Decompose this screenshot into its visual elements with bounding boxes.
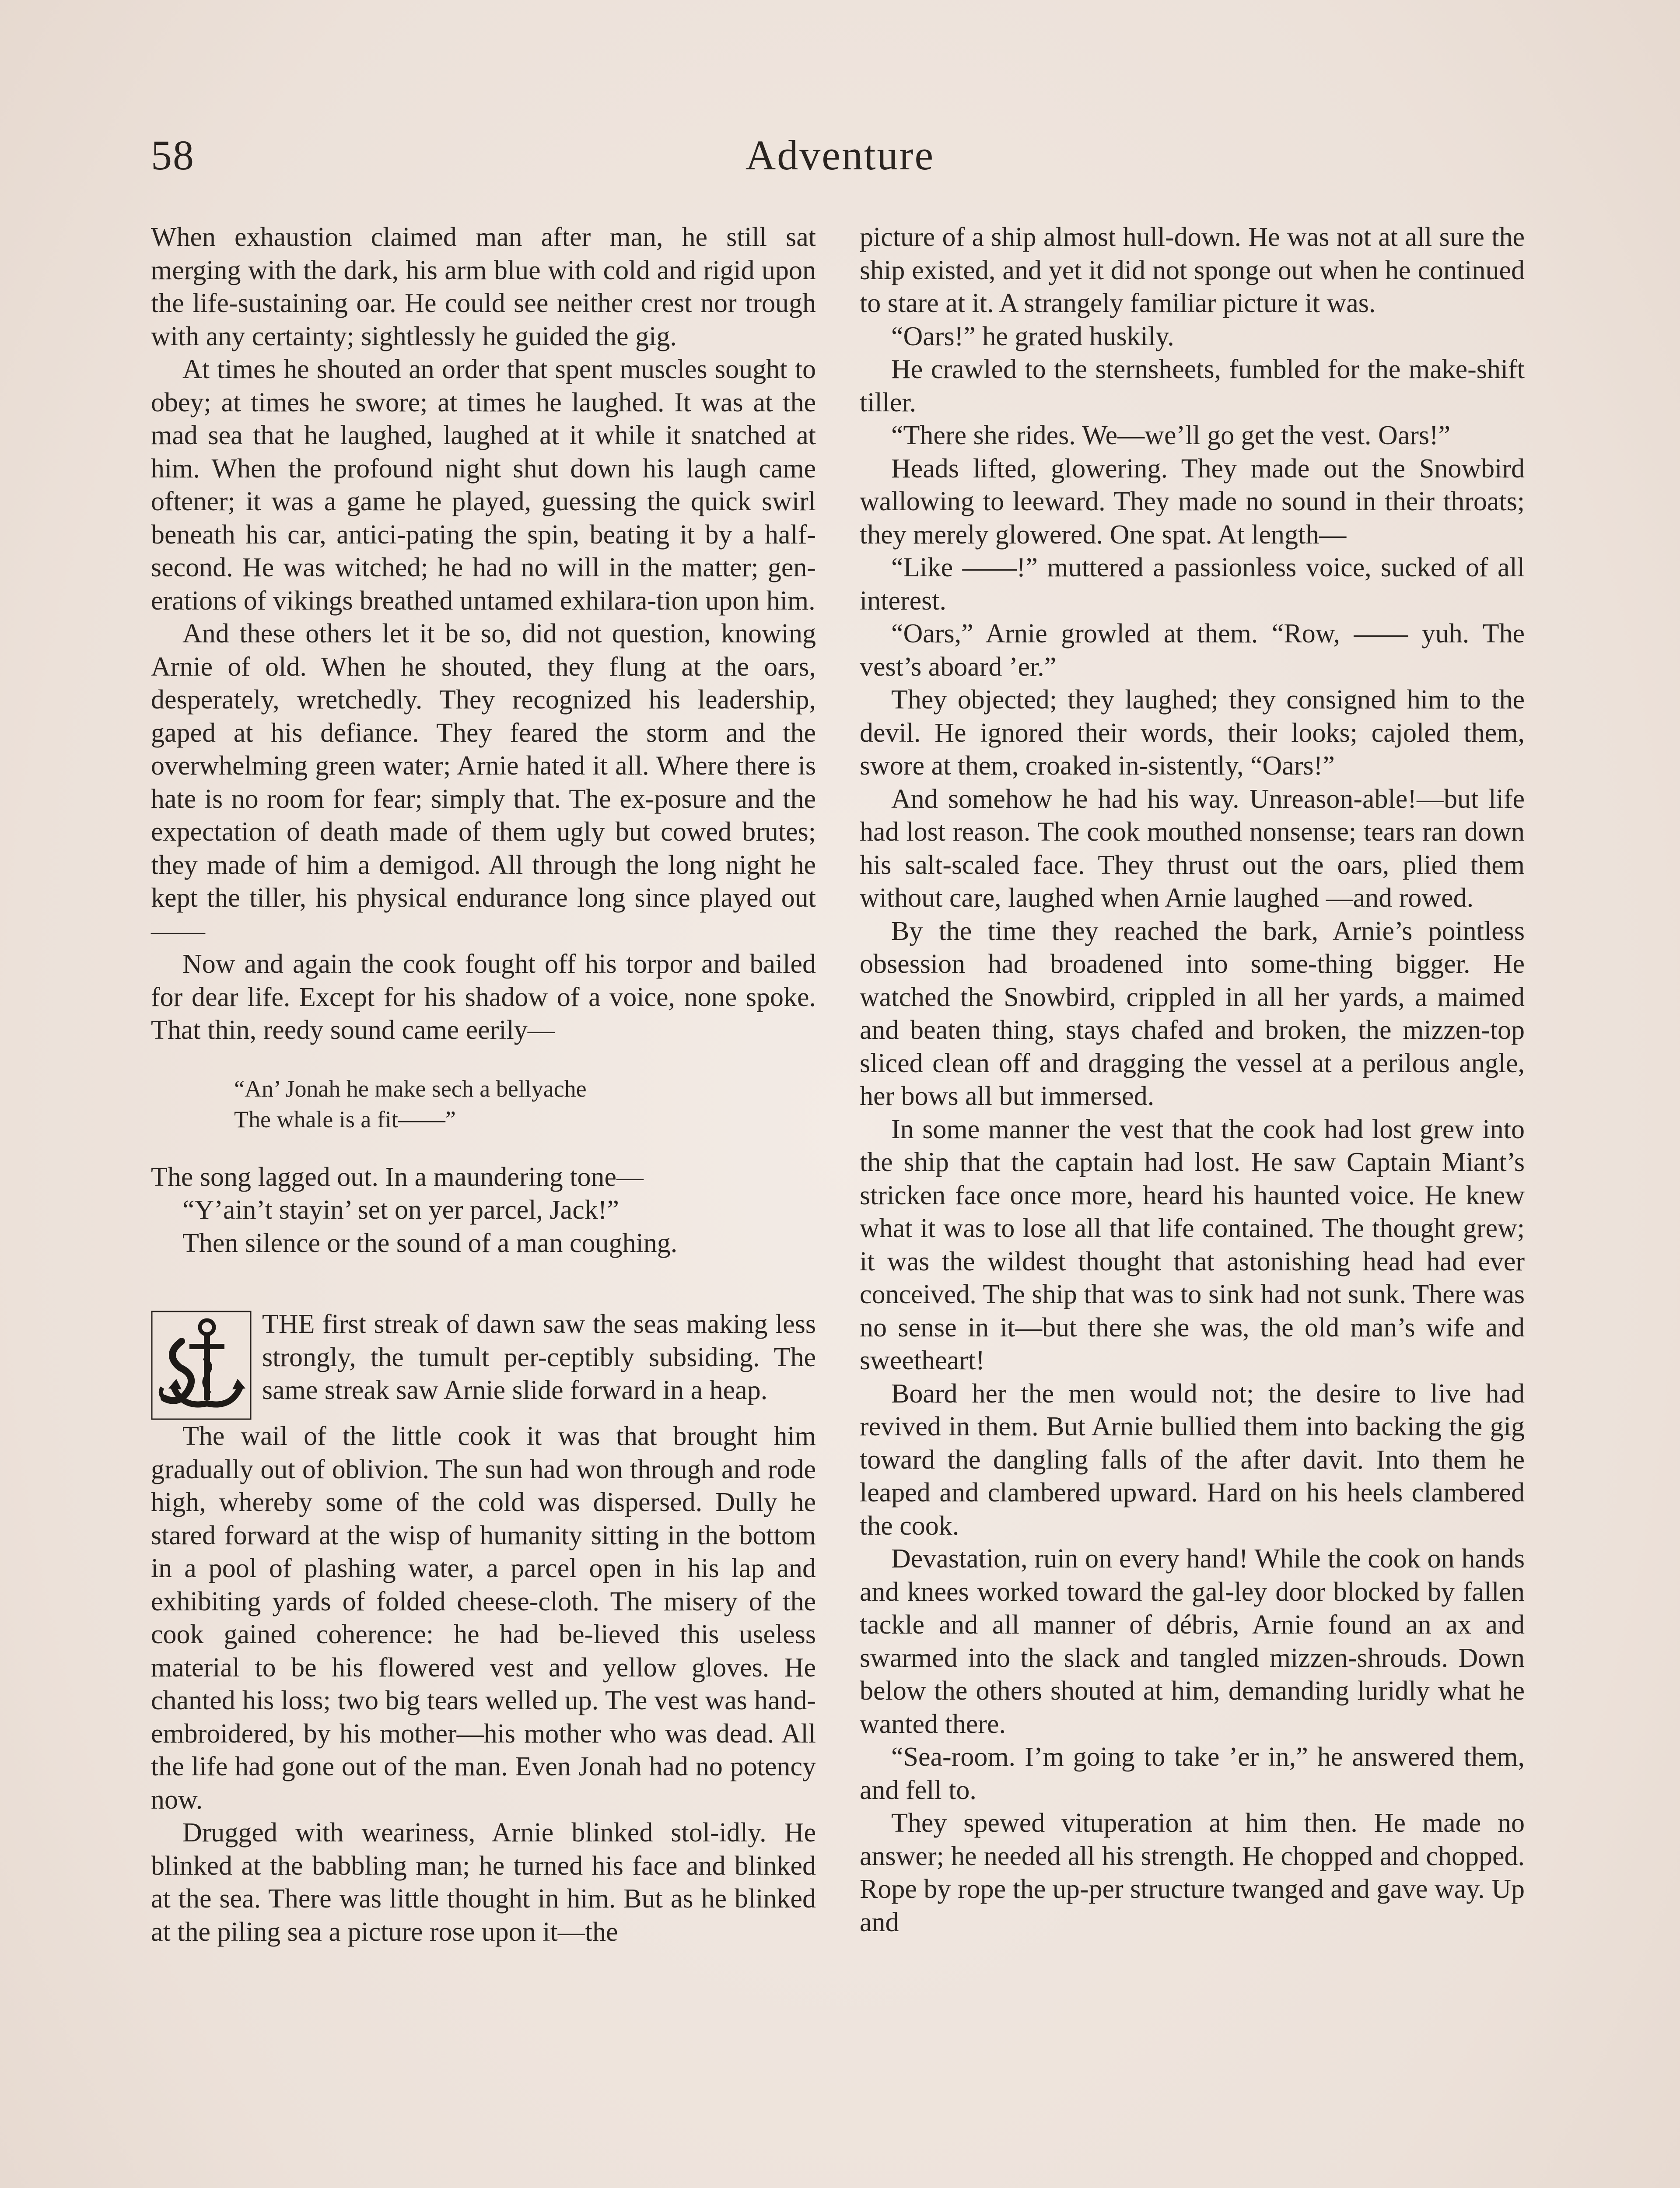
paragraph: Now and again the cook fought off his torpor and bailed for dear life. Except for his shadow of a voice, none spoke. That thin, reedy sound came eerily—	[151, 949, 816, 1045]
paragraph: By the time they reached the bark, Arnie’s pointless obsession had broadened into some-thing bigger. He watched the Snowbird, crippled in all her yards, a maimed and beaten thing, stays chafed and broken, the mizzen-top sliced clean off and dragging the vessel at a perilous angle, her bows all but immersed.	[860, 916, 1525, 1111]
paragraph: Then silence or the sound of a man coughing.	[182, 1228, 678, 1258]
anchor-icon	[151, 1311, 252, 1420]
running-head: Adventure	[745, 132, 935, 179]
paragraph: The song lagged out. In a maundering tone—	[151, 1162, 644, 1192]
page-number: 58	[151, 132, 195, 179]
paragraph: The wail of the little cook it was that brought him gradually out of oblivion. The sun had won through and rode high, whereby some of the cold was dispersed. Dully he stared forward at the wisp of humanity sitting in the bottom in a pool of plashing water, a parcel open in his lap and exhibiting yards of folded cheese-cloth. The misery of the cook gained coherence: he had be-lieved this useless material to be his flowered vest and yellow gloves. He chanted his loss; two big tears welled up. The vest was hand-embroidered, by his mother—his mother who was dead. All the life had gone out of the man. Even Jonah had no potency now.	[151, 1421, 816, 1815]
paragraph: “Sea-room. I’m going to take ’er in,” he answered them, and fell to.	[860, 1742, 1525, 1805]
paragraph: Drugged with weariness, Arnie blinked stol-idly. He blinked at the babbling man; he turned his face and blinked at the sea. There was little thought in him. But as he blinked at the piling sea a picture rose upon it—the	[151, 1818, 816, 1947]
paragraph: Heads lifted, glowering. They made out the Snowbird wallowing to leeward. They made no sound in their throats; they merely glowered. One spat. At length—	[860, 453, 1525, 550]
right-column	[860, 221, 1525, 1939]
paragraph: They spewed vituperation at him then. He made no answer; he needed all his strength. He chopped and chopped. Rope by rope the up-per structure twanged and gave way. Up and	[860, 1808, 1525, 1937]
paragraph: “Like ——!” muttered a passionless voice, sucked of all interest.	[860, 553, 1525, 616]
paragraph: He crawled to the sternsheets, fumbled for the make-shift tiller.	[860, 354, 1525, 417]
paragraph: picture of a ship almost hull-down. He was not at all sure the ship existed, and yet it did not sponge out when he continued to stare at it. A strangely familiar picture it was.	[860, 222, 1525, 318]
left-column	[151, 221, 816, 1949]
paragraph: In some manner the vest that the cook had lost grew into the ship that the captain had lost. He saw Captain Miant’s stricken face once more, heard his haunted voice. He knew what it was to lose all that life contained. The thought grew; it was the wildest thought that astonishing head had ever conceived. The ship that was to sink had not sunk. There was no sense in it—but there she was, the old man’s wife and sweetheart!	[860, 1114, 1525, 1375]
verse-line: “An’ Jonah he make sech a bellyache	[234, 1075, 587, 1102]
verse-line: The whale is a fit——”	[234, 1106, 456, 1133]
paragraph: When exhaustion claimed man after man, he still sat merging with the dark, his arm blue with cold and rigid upon the life-sustaining oar. He could see neither crest nor trough with any certainty; sightlessly he guided the gig.	[151, 222, 816, 351]
paragraph: Devastation, ruin on every hand! While the cook on hands and knees worked toward the gal-ley door blocked by fallen tackle and all manner of débris, Arnie found an ax and swarmed into the slack and tangled mizzen-shrouds. Down below the others shouted at him, demanding luridly what he wanted there.	[860, 1544, 1525, 1739]
paragraph: “Oars!” he grated huskily.	[891, 321, 1174, 351]
paragraph: “There she rides. We—we’ll go get the vest. Oars!”	[891, 421, 1451, 450]
paragraph: “Y’ain’t stayin’ set on yer parcel, Jack!”	[182, 1195, 619, 1225]
paragraph: And these others let it be so, did not question, knowing Arnie of old. When he shouted, they flung at the oars, desperately, wretchedly. They recognized his leadership, gaped at his defiance. They feared the storm and the overwhelming green water; Arnie hated it all. Where there is hate is no room for fear; simply that. The ex-posure and the expectation of death made of them ugly but cowed brutes; they made of him a demigod. All through the long night he kept the tiller, his physical endurance long since played out——	[151, 619, 816, 946]
paragraph: THE first streak of dawn saw the seas making less strongly, the tumult per-ceptibly subsiding. The same streak saw Arnie slide forward in a heap.	[262, 1309, 816, 1405]
paragraph: At times he shouted an order that spent muscles sought to obey; at times he swore; at times he laughed. It was at the mad sea that he laughed, laughed at it while it snatched at him. When the profound night shut down his laugh came oftener; it was a game he played, guessing the quick swirl beneath his car, antici-pating the spin, beating it by a half-second. He was witched; he had no will in the matter; gen-erations of vikings breathed untamed exhilara-tion upon him.	[151, 354, 816, 616]
song-verse	[234, 1073, 816, 1135]
paragraph: Board her the men would not; the desire to live had revived in them. But Arnie bullied them into backing the gig toward the dangling falls of the after davit. Into them he leaped and clambered upward. Hard on his heels clambered the cook.	[860, 1378, 1525, 1541]
page-header	[151, 125, 1529, 186]
paragraph: They objected; they laughed; they consigned him to the devil. He ignored their words, their looks; cajoled them, swore at them, croaked in-sistently, “Oars!”	[860, 685, 1525, 781]
section-start	[151, 1308, 816, 1420]
paragraph: “Oars,” Arnie growled at them. “Row, —— yuh. The vest’s aboard ’er.”	[860, 619, 1525, 682]
paragraph: And somehow he had his way. Unreason-able!—but life had lost reason. The cook mouthed nonsense; tears ran down his salt-scaled face. They thrust out the oars, plied them without care, laughed when Arnie laughed —and rowed.	[860, 784, 1525, 913]
